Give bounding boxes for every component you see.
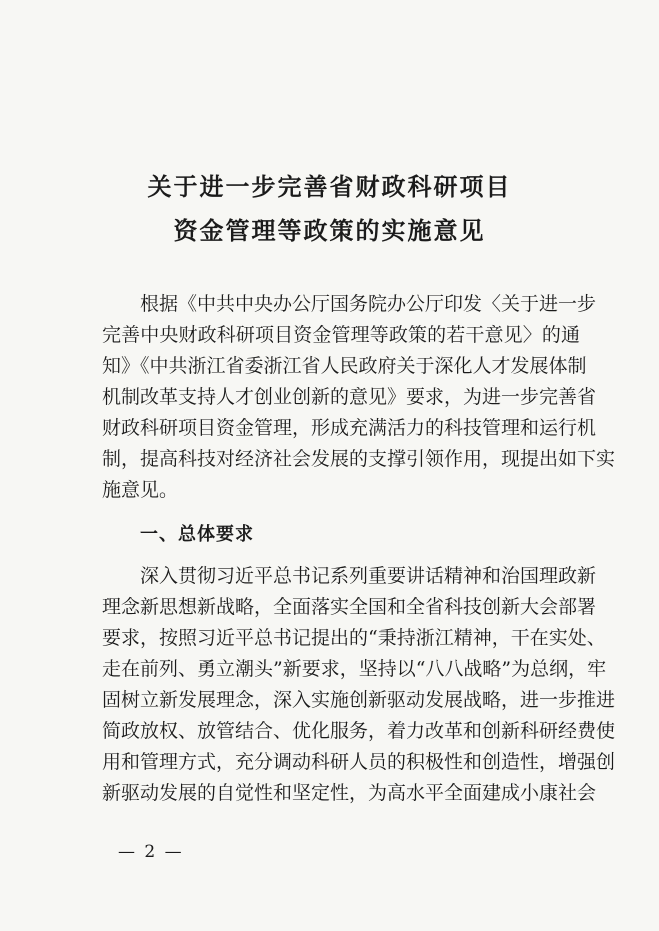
paragraph-line: 财政科研项目资金管理，形成充满活力的科技管理和运行机 bbox=[102, 417, 597, 439]
paragraph-line: 完善中央财政科研项目资金管理等政策的若干意见〉的通 bbox=[102, 324, 580, 346]
paragraph-line: 机制改革支持人才创业创新的意见》要求，为进一步完善省 bbox=[102, 386, 597, 408]
intro-paragraph bbox=[102, 289, 616, 506]
paragraph-line: 固树立新发展理念，深入实施创新驱动发展战略，进一步推进 bbox=[102, 689, 616, 711]
paragraph-line: 理念新思想新战略，全面落实全国和全省科技创新大会部署 bbox=[102, 596, 597, 618]
bleed-through-background bbox=[80, 120, 600, 180]
paragraph-line: 深入贯彻习近平总书记系列重要讲话精神和治国理政新 bbox=[140, 565, 597, 587]
paragraph-line: 根据《中共中央办公厅国务院办公厅印发〈关于进一步 bbox=[140, 293, 597, 315]
paragraph-line: 用和管理方式，充分调动科研人员的积极性和创造性，增强创 bbox=[102, 751, 616, 773]
document-title-line-2: 资金管理等政策的实施意见 bbox=[173, 216, 486, 245]
document-title-line-1: 关于进一步完善省财政科研项目 bbox=[147, 172, 512, 201]
requirements-paragraph bbox=[102, 561, 616, 809]
paragraph-line: 制，提高科技对经济社会发展的支撑引领作用，现提出如下实 bbox=[102, 448, 616, 470]
paragraph-line: 走在前列、勇立潮头”新要求，坚持以“八八战略”为总纲，牢 bbox=[102, 658, 607, 680]
page-number: — 2 — bbox=[118, 842, 184, 862]
paragraph-line: 知》《中共浙江省委浙江省人民政府关于深化人才发展体制 bbox=[102, 355, 587, 377]
paragraph-line: 施意见。 bbox=[102, 479, 179, 501]
section-heading: 一、总体要求 bbox=[140, 524, 254, 545]
paragraph-line: 要求，按照习近平总书记提出的“秉持浙江精神，干在实处、 bbox=[102, 627, 606, 649]
paragraph-line: 简政放权、放管结合、优化服务，着力改革和创新科研经费使 bbox=[102, 720, 616, 742]
paragraph-line: 新驱动发展的自觉性和坚定性，为高水平全面建成小康社会 bbox=[102, 782, 597, 804]
